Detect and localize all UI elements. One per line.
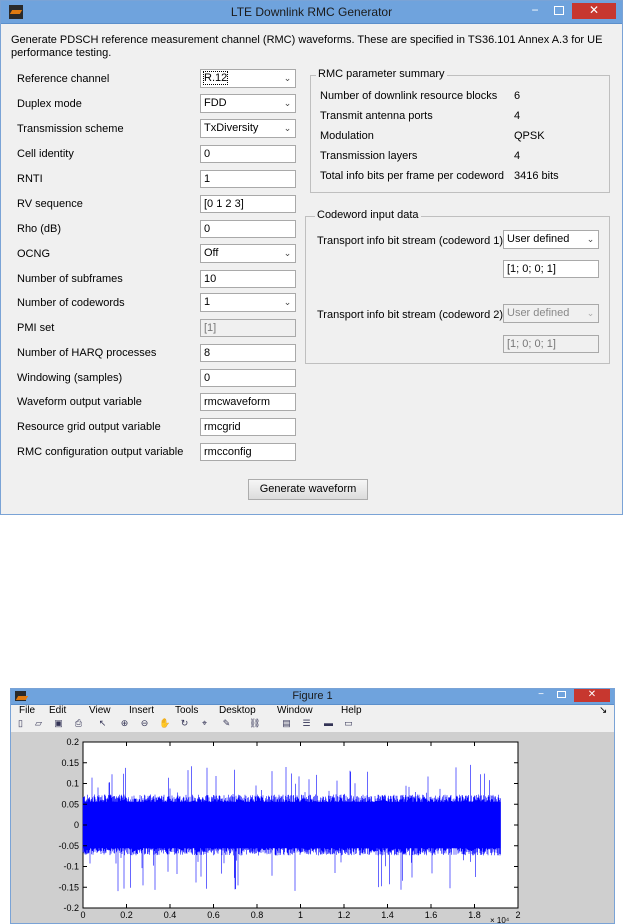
cw2-label: Transport info bit stream (codeword 2) <box>317 309 504 321</box>
x-tick-label: 0.2 <box>120 910 133 920</box>
minimize-button[interactable]: − <box>538 689 544 700</box>
data-cursor-icon[interactable]: ⌖ <box>201 718 208 728</box>
rmc-summary-title: RMC parameter summary <box>318 68 445 80</box>
y-tick-label: 0.2 <box>66 737 79 747</box>
chevron-down-icon: ⌄ <box>586 234 595 244</box>
title-bar <box>1 1 622 24</box>
chevron-down-icon: ⌄ <box>283 297 292 307</box>
menu-dock-arrow-icon[interactable]: ↘ <box>599 705 608 716</box>
generate-waveform-button[interactable]: Generate waveform <box>248 479 368 500</box>
duplex-mode-value: FDD <box>204 97 227 109</box>
ocng-dropdown[interactable] <box>200 244 296 263</box>
close-button[interactable]: ✕ <box>574 689 610 702</box>
chevron-down-icon: ⌄ <box>283 123 292 133</box>
chevron-down-icon: ⌄ <box>283 98 292 108</box>
duplex-mode-dropdown[interactable] <box>200 94 296 113</box>
y-tick-label: 0.1 <box>66 778 79 789</box>
show-tools-icon[interactable]: ▭ <box>344 718 353 728</box>
legend-icon[interactable]: ☰ <box>302 718 311 728</box>
summary-row-value: 3416 bits <box>514 170 559 182</box>
rmc-configuration-output-variable-input[interactable]: rmcconfig <box>200 443 296 461</box>
number-of-subframes-input[interactable]: 10 <box>200 270 296 288</box>
summary-row-value: QPSK <box>514 130 545 142</box>
transmission-scheme-dropdown[interactable] <box>200 119 296 138</box>
pointer-icon[interactable]: ↖ <box>98 718 107 728</box>
summary-row-label: Total info bits per frame per codeword <box>320 170 505 182</box>
maximize-button[interactable] <box>550 689 572 702</box>
waveform-output-variable-input[interactable]: rmcwaveform <box>200 393 296 411</box>
number-of-harq-processes-label: Number of HARQ processes <box>17 347 157 359</box>
y-tick-label: -0.2 <box>63 903 79 913</box>
reference-channel-value: R.12 <box>204 72 228 84</box>
rnti-input[interactable]: 1 <box>200 170 296 188</box>
pmi-set-input[interactable]: [1] <box>200 319 296 337</box>
zoom-in-icon[interactable]: ⊕ <box>120 718 129 728</box>
x-axis-multiplier: × 10⁴ <box>490 916 510 924</box>
menu-edit[interactable]: Edit <box>49 705 67 716</box>
cell-identity-label: Cell identity <box>17 148 74 160</box>
summary-row-label: Modulation <box>320 130 374 142</box>
minimize-button[interactable]: − <box>531 3 539 17</box>
rmc-configuration-output-variable-label: RMC configuration output variable <box>17 446 184 458</box>
save-icon[interactable]: ▣ <box>54 718 63 728</box>
windowing-samples-input[interactable]: 0 <box>200 369 296 387</box>
ocng-label: OCNG <box>17 248 50 260</box>
cw1-label: Transport info bit stream (codeword 1) <box>317 235 504 247</box>
brush-icon[interactable]: ✎ <box>222 718 231 728</box>
colorbar-icon[interactable]: ▤ <box>282 718 291 728</box>
reference-channel-label: Reference channel <box>17 73 110 85</box>
cw2-bits-input[interactable]: [1; 0; 0; 1] <box>503 335 599 353</box>
chevron-down-icon: ⌄ <box>586 308 595 318</box>
figure-title-bar <box>11 689 614 705</box>
x-tick-label: 0.4 <box>163 910 177 920</box>
number-of-subframes-label: Number of subframes <box>17 273 123 285</box>
x-tick-label: 1.2 <box>337 910 351 920</box>
y-tick-label: -0.05 <box>58 840 79 851</box>
summary-row-value: 4 <box>514 150 521 162</box>
resource-grid-output-variable-input[interactable]: rmcgrid <box>200 418 296 436</box>
menu-desktop[interactable]: Desktop <box>219 705 256 716</box>
link-icon[interactable]: ⛓ <box>249 718 261 728</box>
duplex-mode-label: Duplex mode <box>17 98 82 110</box>
cw1-source-value: User defined <box>507 233 570 245</box>
y-tick-label: 0 <box>73 820 79 830</box>
x-tick-label: 1.6 <box>424 910 438 920</box>
description-text: Generate PDSCH reference measurement channel (RMC) waveforms. These are specified in TS36.101 Annex A.3 for UE performance testing. <box>11 34 603 59</box>
menu-view[interactable]: View <box>89 705 111 716</box>
cell-identity-input[interactable]: 0 <box>200 145 296 163</box>
transmission-scheme-label: Transmission scheme <box>17 123 124 135</box>
summary-row-label: Transmission layers <box>320 150 418 162</box>
summary-row-value: 6 <box>514 90 521 102</box>
x-tick-label: 0 <box>80 910 86 920</box>
menu-help[interactable]: Help <box>341 705 362 716</box>
cw1-bits-input[interactable]: [1; 0; 0; 1] <box>503 260 599 278</box>
resource-grid-output-variable-label: Resource grid output variable <box>17 421 161 433</box>
waveform-series-core <box>83 802 501 848</box>
rho-db-input[interactable]: 0 <box>200 220 296 238</box>
waveform-output-variable-label: Waveform output variable <box>17 396 142 408</box>
summary-row-label: Transmit antenna ports <box>320 110 433 122</box>
cw2-source-value: User defined <box>507 307 570 319</box>
figure-canvas <box>11 732 614 923</box>
zoom-out-icon[interactable]: ⊖ <box>140 718 149 728</box>
x-tick-label: 1 <box>297 910 304 920</box>
number-of-codewords-label: Number of codewords <box>17 297 125 309</box>
y-tick-label: 0.15 <box>61 757 79 768</box>
cw2-source-dropdown[interactable] <box>503 304 599 323</box>
figure-title: Figure 1 <box>292 690 333 702</box>
pan-icon[interactable]: ✋ <box>159 718 171 728</box>
x-tick-label: 1.8 <box>468 910 481 920</box>
x-tick-label: 0.6 <box>207 910 220 920</box>
y-tick-label: 0.05 <box>61 799 79 810</box>
rho-db-label: Rho (dB) <box>17 223 62 235</box>
summary-row-value: 4 <box>514 110 521 122</box>
menu-file[interactable]: File <box>19 705 36 716</box>
x-tick-label: 0.8 <box>250 910 264 920</box>
x-tick-label: 2 <box>515 910 521 920</box>
figure-menubar <box>11 705 614 717</box>
number-of-codewords-value: 1 <box>204 296 211 308</box>
y-tick-label: -0.15 <box>58 882 79 893</box>
waveform-plot <box>11 732 614 924</box>
new-file-icon[interactable]: ▯ <box>18 718 23 728</box>
figure-window <box>10 688 615 924</box>
codeword-panel-title: Codeword input data <box>317 209 419 221</box>
close-button[interactable]: ✕ <box>572 3 616 19</box>
y-tick-label: -0.1 <box>63 861 79 872</box>
rv-sequence-label: RV sequence <box>17 198 83 210</box>
maximize-icon <box>557 691 566 698</box>
maximize-icon <box>554 6 564 15</box>
menu-insert[interactable]: Insert <box>129 705 155 716</box>
print-icon[interactable]: ⎙ <box>74 718 83 728</box>
rotate-icon[interactable]: ↻ <box>180 718 189 728</box>
ocng-value: Off <box>204 247 219 259</box>
cw1-source-dropdown[interactable] <box>503 230 599 249</box>
transmission-scheme-value: TxDiversity <box>204 122 259 134</box>
rv-sequence-input[interactable]: [0 1 2 3] <box>200 195 296 213</box>
open-icon[interactable]: ▱ <box>35 718 42 728</box>
figure-toolbar <box>11 717 614 731</box>
menu-window[interactable]: Window <box>277 705 313 716</box>
rnti-label: RNTI <box>17 173 43 185</box>
x-tick-label: 1.4 <box>381 910 394 920</box>
window-title: LTE Downlink RMC Generator <box>230 5 393 19</box>
windowing-samples-label: Windowing (samples) <box>17 372 123 384</box>
maximize-button[interactable] <box>548 3 570 19</box>
number-of-codewords-dropdown[interactable] <box>200 293 296 312</box>
chevron-down-icon: ⌄ <box>283 73 292 83</box>
menu-tools[interactable]: Tools <box>175 705 199 716</box>
hide-tools-icon[interactable]: ▬ <box>324 718 333 728</box>
reference-channel-dropdown[interactable] <box>200 69 296 88</box>
summary-row-label: Number of downlink resource blocks <box>320 90 498 102</box>
chevron-down-icon: ⌄ <box>283 248 292 258</box>
pmi-set-label: PMI set <box>17 322 55 334</box>
number-of-harq-processes-input[interactable]: 8 <box>200 344 296 362</box>
